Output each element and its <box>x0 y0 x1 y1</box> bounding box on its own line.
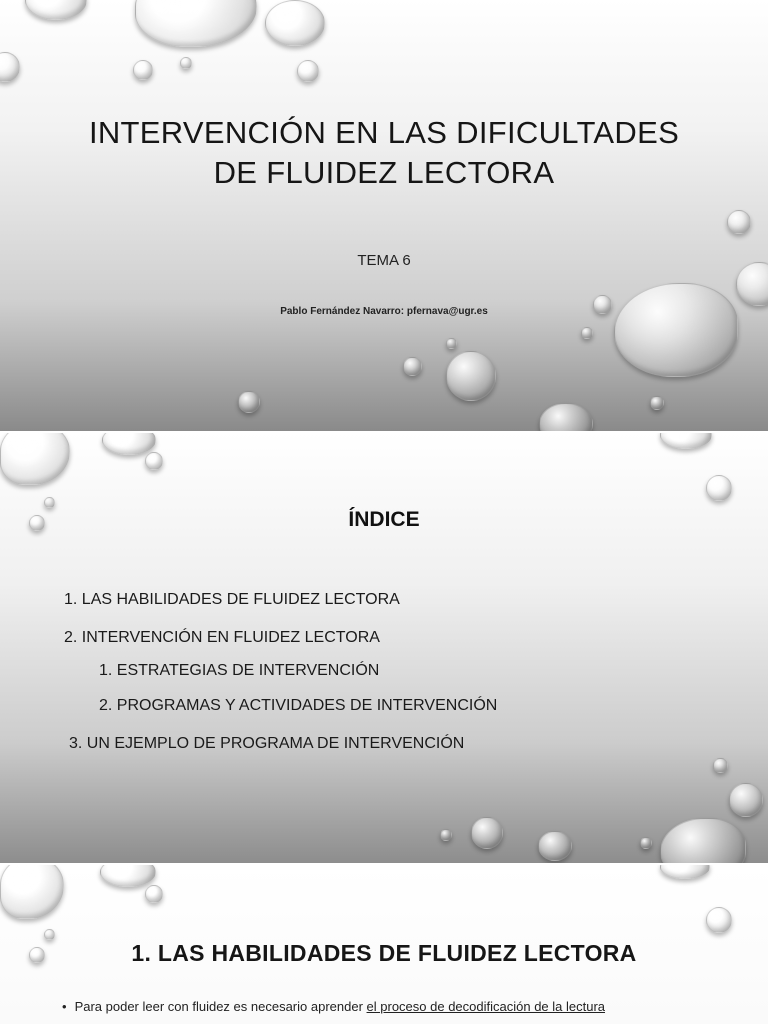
water-drop <box>238 391 260 413</box>
water-drop <box>145 885 163 903</box>
slide-index <box>0 433 768 863</box>
slide-section-1 <box>0 865 768 1024</box>
water-drop <box>440 829 452 841</box>
water-drop <box>539 403 593 431</box>
water-drop <box>135 0 257 47</box>
bullet-text: Para poder leer con fluidez es necesario aprender <box>74 999 367 1014</box>
water-drop <box>180 57 192 69</box>
author-contact: Pablo Fernández Navarro: pfernava@ugr.es <box>280 306 488 317</box>
water-drop <box>640 837 652 849</box>
water-drop <box>706 475 732 501</box>
water-drop <box>581 327 593 339</box>
water-drop <box>265 0 325 46</box>
index-subitem: 2. PROGRAMAS Y ACTIVIDADES DE INTERVENCIÓN <box>99 697 498 714</box>
water-drop <box>660 818 746 863</box>
water-drop <box>446 351 496 401</box>
water-drop <box>660 433 712 449</box>
water-drop <box>729 783 763 817</box>
water-drop <box>538 831 572 861</box>
water-drop <box>403 357 422 376</box>
slide-subtitle: TEMA 6 <box>357 252 411 269</box>
water-drop <box>0 433 70 485</box>
water-drop <box>145 452 163 470</box>
water-drop <box>100 865 156 887</box>
bullet-marker: • <box>62 999 67 1014</box>
slide-title <box>0 0 768 431</box>
water-drop <box>614 283 738 377</box>
water-drop <box>25 0 87 20</box>
water-drop <box>650 396 664 410</box>
underlined-phrase: el proceso de decodificación de la lectura <box>366 999 606 1014</box>
index-item: 2. INTERVENCIÓN EN FLUIDEZ LECTORA <box>64 629 380 646</box>
slide-title-heading: INTERVENCIÓN EN LAS DIFICULTADES DE FLUIDEZ LECTORA <box>88 115 680 190</box>
water-drop <box>0 865 64 919</box>
index-item: 3. UN EJEMPLO DE PROGRAMA DE INTERVENCIÓN <box>69 735 465 752</box>
bullet-item <box>62 999 605 1014</box>
section-heading: 1. LAS HABILIDADES DE FLUIDEZ LECTORA <box>131 940 637 966</box>
water-drop <box>471 817 503 849</box>
water-drop <box>706 907 732 933</box>
water-drop <box>297 60 319 82</box>
water-drop <box>102 433 156 455</box>
water-drop <box>44 497 55 508</box>
water-drop <box>133 60 153 80</box>
water-drop <box>446 338 457 349</box>
index-subitem: 1. ESTRATEGIAS DE INTERVENCIÓN <box>99 662 380 679</box>
water-drop <box>727 210 751 234</box>
index-heading: ÍNDICE <box>348 508 420 531</box>
water-drop <box>0 52 20 82</box>
index-item: 1. LAS HABILIDADES DE FLUIDEZ LECTORA <box>64 591 400 608</box>
water-drop <box>713 758 728 773</box>
water-drop <box>660 865 710 879</box>
water-drop <box>44 929 55 940</box>
